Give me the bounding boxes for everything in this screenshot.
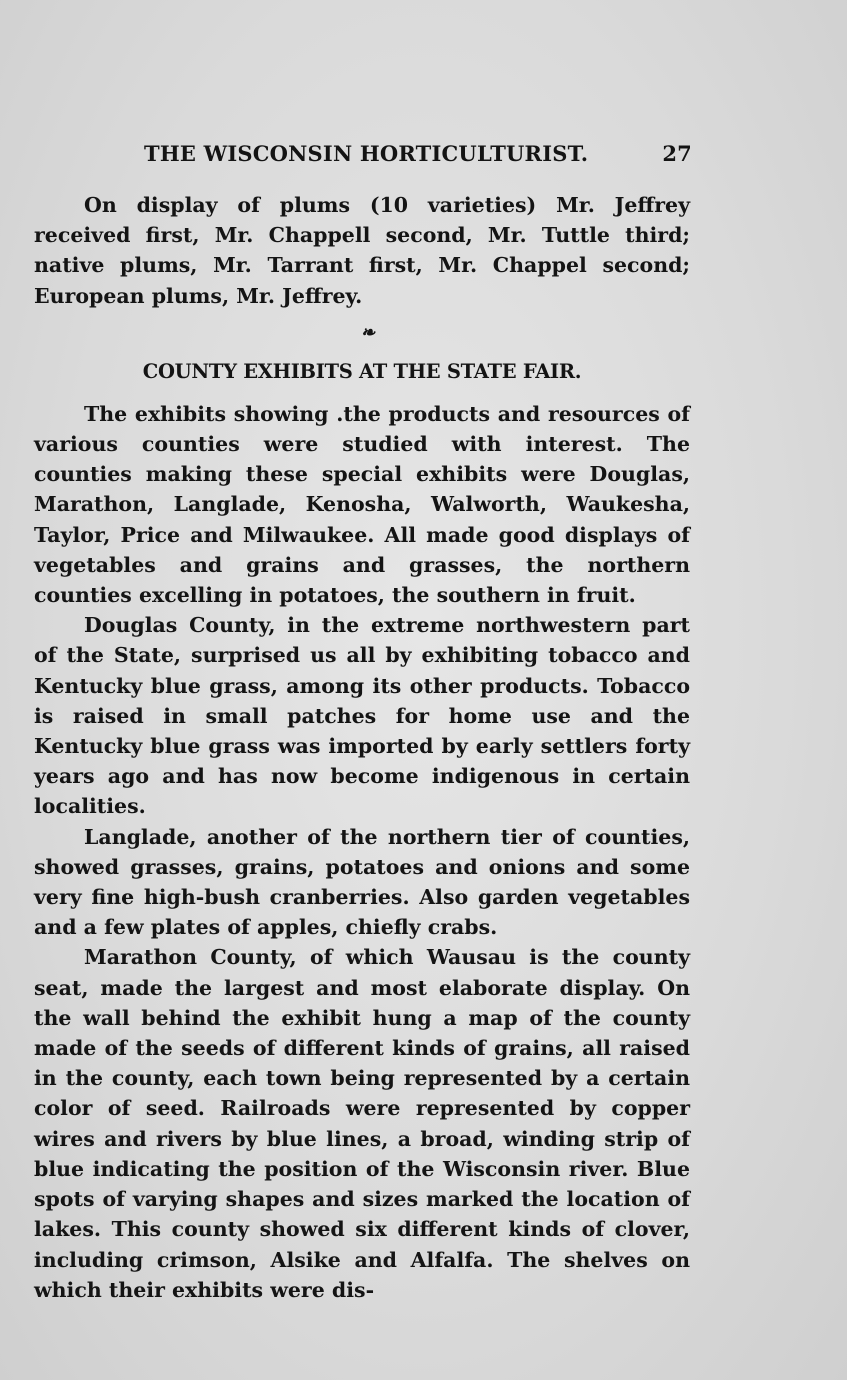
paragraph-plums: On display of plums (10 varieties) Mr. Jeffrey received first, Mr. Chappell second, Mr. Tuttle third; native plums, Mr. Tarrant first, Mr. Chappel second; European plums, Mr. Jeffrey. xyxy=(34,193,690,308)
section-ornament xyxy=(34,315,690,351)
paragraph-langlade: Langlade, another of the northern tier of counties, showed grasses, grains, potatoes and onions and some very fine high-bush cranberries. Also garden vegetables and a few plates of apples, chiefly crabs. xyxy=(34,824,690,940)
page-number: 27 xyxy=(662,141,692,166)
paragraph-marathon: Marathon County, of which Wausau is the county seat, made the largest and most elaborate display. On the wall behind the exhibit hung a map of the county made of the seeds of different kinds of grains, all raised in the county, each town being represented by a certain color of seed. Railroads were represented by copper wires and rivers by blue lines, a broad, winding strip of blue indicating the position of the Wisconsin river. Blue spots of varying shapes and sizes marked the location of lakes. This county showed six different kinds of clover, including crimson, Alsike and Alfalfa. The shelves on which their exhibits were dis- xyxy=(34,945,690,1302)
journal-title: THE WISCONSIN HORTICULTURIST. xyxy=(144,141,589,166)
paragraph-exhibits: The exhibits showing .the products and resources of various counties were studied with interest. The counties making these special exhibits were Douglas, Marathon, Langlade, Kenosha, Walworth, Waukesha, Taylor, Price and Milwaukee. All made good displays of vegetables and grains and grasses, the northern counties excelling in potatoes, the southern in fruit. xyxy=(34,401,690,608)
fleuron-icon: ❧ xyxy=(360,322,376,343)
running-head xyxy=(34,141,692,169)
section-heading: COUNTY EXHIBITS AT THE STATE FAIR. xyxy=(142,359,582,383)
body-text xyxy=(34,190,690,1305)
paragraph-douglas: Douglas County, in the extreme northwestern part of the State, surprised us all by exhibiting tobacco and Kentucky blue grass, among its other products. Tobacco is raised in small patches for home use and the Kentucky blue grass was imported by early settlers forty years ago and has now become indigenous in certain localities. xyxy=(34,613,690,819)
